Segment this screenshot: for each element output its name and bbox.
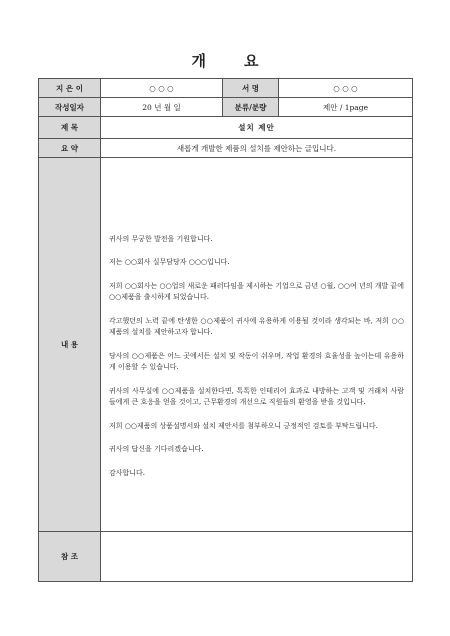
category-value: 제안 / 1page bbox=[279, 98, 413, 117]
content-row bbox=[39, 158, 413, 532]
document-title-part-1: 개 bbox=[191, 52, 206, 70]
subject-row bbox=[39, 117, 413, 139]
summary-value: 새롭게 개발한 제품의 설치를 제안하는 글입니다. bbox=[101, 139, 413, 158]
content-paragraph: 감사합니다. bbox=[109, 468, 146, 477]
reference-label: 참 조 bbox=[39, 532, 101, 582]
reference-value bbox=[101, 532, 413, 582]
reference-row bbox=[39, 532, 413, 582]
writer-label: 지 은 이 bbox=[39, 79, 101, 98]
document-title bbox=[0, 50, 450, 71]
signature-value: ○ ○ ○ bbox=[279, 79, 413, 98]
date-row bbox=[39, 98, 413, 117]
document-title-part-2: 요 bbox=[244, 52, 259, 70]
subject-value: 설치 제안 bbox=[101, 117, 413, 139]
content-paragraph: 당사의 ○○제품은 어느 곳에서든 설치 및 작동이 쉬우며, 작업 환경의 효율성을 높이는데 유용하게 이용할 수 있습니다. bbox=[109, 351, 404, 372]
content-paragraph: 저희 ○○제품의 상품설명서와 설치 제안서를 첨부하오니 긍정적인 검토를 부탁드립니다. bbox=[109, 421, 378, 430]
category-label: 분류/분량 bbox=[223, 98, 279, 117]
writer-row bbox=[39, 79, 413, 98]
content-paragraph: 귀사의 답신을 기다리겠습니다. bbox=[109, 445, 204, 454]
content-label: 내 용 bbox=[39, 158, 101, 532]
proposal-form bbox=[38, 78, 413, 582]
content-paragraph: 저희 ○○회사는 ○○업의 새로운 패러다임을 제시하는 기업으로 금년 ○월, ○○여 년의 개발 끝에 ○○제품을 출시하게 되었습니다. bbox=[109, 281, 404, 302]
summary-label: 요 약 bbox=[39, 139, 101, 158]
date-label: 작성일자 bbox=[39, 98, 101, 117]
content-paragraph: 귀사의 사무실에 ○○제품을 설치한다면, 톡톡한 인테리어 효과로 내방하는 고객 및 거래처 사람들에게 큰 호응을 얻을 것이고, 근무환경의 개선으로 직원들의 환영을 받을 것입니다. bbox=[109, 386, 404, 407]
signature-label: 서 명 bbox=[223, 79, 279, 98]
content-body bbox=[101, 198, 412, 480]
subject-label: 제 목 bbox=[39, 117, 101, 139]
writer-value: ○ ○ ○ bbox=[101, 79, 223, 98]
summary-row bbox=[39, 139, 413, 158]
content-cell bbox=[101, 158, 413, 532]
content-paragraph: 각고했던의 노력 끝에 탄생한 ○○제품이 귀사에 유용하게 이용될 것이라 생각되는 바, 저희 ○○제품의 설치를 제안하고자 합니다. bbox=[109, 316, 404, 337]
date-value: 20 년 월 일 bbox=[101, 98, 223, 117]
content-paragraph: 귀사의 무궁한 발전을 기원합니다. bbox=[109, 234, 213, 243]
content-paragraph: 저는 ○○회사 실무담당자 ○○○입니다. bbox=[109, 258, 230, 267]
